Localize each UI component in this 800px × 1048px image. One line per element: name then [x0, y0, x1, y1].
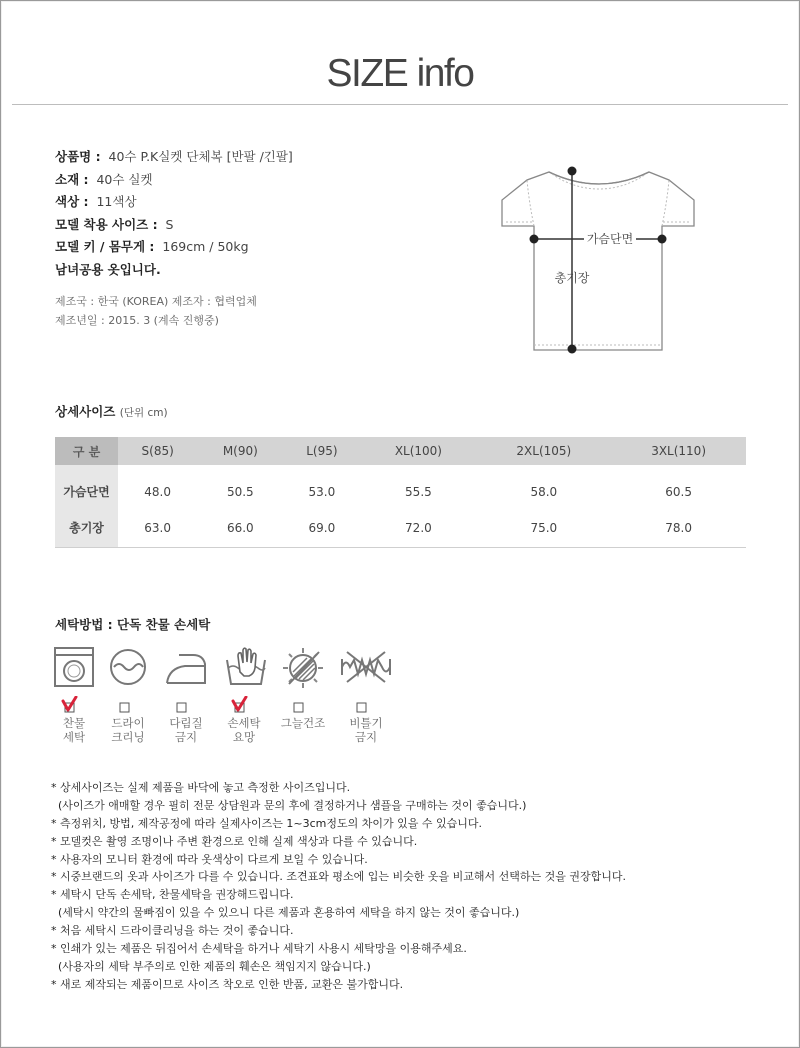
- checkbox-unchecked: [172, 696, 192, 716]
- checkbox-unchecked: [115, 696, 135, 716]
- wash-label-dry-clean: 드라이 크리닝: [111, 716, 145, 744]
- list-item: * 측정위치, 방법, 제작공정에 따라 실제사이즈는 1~3cm정도의 차이가 있을 수 있습니다.: [51, 816, 482, 830]
- list-item: * 새로 제작되는 제품이므로 사이즈 착오로 인한 반품, 교환은 불가합니다.: [51, 977, 404, 991]
- manufacture-date: 제조년일 : 2015. 3 (계속 진행중): [55, 314, 219, 327]
- list-item: * 처음 세탁시 드라이클리닝을 하는 것이 좋습니다.: [51, 924, 294, 938]
- dry-clean-icon: [107, 646, 149, 688]
- info-row-product-name: 상품명 : 40수 P.K실켓 단체복 [반팔 /긴팔]: [55, 149, 293, 164]
- size-unit: (단위 cm): [119, 407, 168, 419]
- info-row-material: 소재 : 40수 실켓: [55, 171, 153, 187]
- checkbox-checked: [60, 696, 80, 716]
- washing-heading: 세탁방법 : 단독 찬물 손세탁: [55, 617, 211, 632]
- chest-width-label: 가슴단면: [586, 232, 634, 246]
- checkbox-unchecked: [352, 696, 372, 716]
- info-row-color: 색상 : 11색상: [55, 194, 137, 209]
- size-detail-heading: 상세사이즈 (단위 cm): [55, 404, 168, 419]
- list-item: * 사용자의 모니터 환경에 따라 옷색상이 다르게 보일 수 있습니다.: [51, 852, 368, 866]
- hand-wash-icon: [224, 646, 268, 688]
- page-title: SIZE info: [326, 52, 474, 95]
- manufacture-origin: 제조국 : 한국 (KOREA) 제조자 : 협력업체: [55, 295, 257, 308]
- table-row: 총기장 63.0 66.0 69.0 72.0 75.0 78.0: [55, 508, 746, 548]
- unisex-note: 남녀공용 옷입니다.: [55, 261, 161, 277]
- list-item: (세탁시 약간의 물빠짐이 있을 수 있으니 다른 제품과 혼용하여 세탁을 하지 않는 것이 좋습니다.): [51, 906, 520, 920]
- table-row: 가슴단면 48.0 50.5 53.0 55.5 58.0 60.5: [55, 465, 746, 508]
- info-row-model-size: 모델 착용 사이즈 : S: [55, 216, 174, 232]
- list-item: * 모델컷은 촬영 조명이나 주변 환경으로 인해 실제 색상과 다를 수 있습니다.: [51, 834, 418, 848]
- iron-icon: [163, 646, 209, 688]
- wash-label-shade-dry: 그늘건조: [280, 716, 326, 730]
- list-item: * 세탁시 단독 손세탁, 찬물세탁을 권장해드립니다.: [51, 888, 294, 902]
- manufacture-info: [55, 292, 257, 330]
- info-row-model-height-weight: 모델 키 / 몸무게 : 169cm / 50kg: [55, 239, 249, 254]
- washing-machine-icon: [53, 646, 95, 688]
- title-divider: [12, 104, 788, 105]
- list-item: * 상세사이즈는 실제 제품을 바닥에 놓고 측정한 사이즈입니다.: [51, 781, 351, 794]
- notice-list: [51, 779, 626, 994]
- size-table-header: 구 분 S(85) M(90) L(95) XL(100) 2XL(105) 3XL(110): [55, 437, 746, 465]
- list-item: (사이즈가 애매할 경우 필히 전문 상담원과 문의 후에 결정하거나 샘플을 구매하는 것이 좋습니다.): [51, 798, 527, 812]
- wash-label-no-wring: 비틀기 금지: [349, 716, 383, 744]
- list-item: * 시중브랜드의 옷과 사이즈가 다를 수 있습니다. 조견표와 평소에 입는 비슷한 옷을 비교해서 선택하는 것을 권장합니다.: [51, 870, 626, 884]
- tshirt-measurement-diagram: [494, 162, 704, 362]
- no-wring-icon: [339, 646, 393, 688]
- wash-label-no-iron: 다림질 금지: [169, 716, 203, 744]
- wash-label-hand-wash: 손세탁 요망: [227, 716, 261, 744]
- wash-label-cold-water: 찬물 세탁: [62, 716, 86, 744]
- shade-dry-icon: [281, 646, 325, 690]
- list-item: (사용자의 세탁 부주의로 인한 제품의 훼손은 책임지지 않습니다.): [51, 959, 371, 973]
- size-table: [55, 437, 746, 548]
- checkbox-unchecked: [289, 696, 309, 716]
- list-item: * 인쇄가 있는 제품은 뒤집어서 손세탁을 하거나 세탁기 사용시 세탁망을 이용해주세요.: [51, 942, 467, 956]
- checkbox-checked: [230, 696, 250, 716]
- total-length-label: 총기장: [554, 271, 590, 285]
- product-info: [55, 146, 293, 281]
